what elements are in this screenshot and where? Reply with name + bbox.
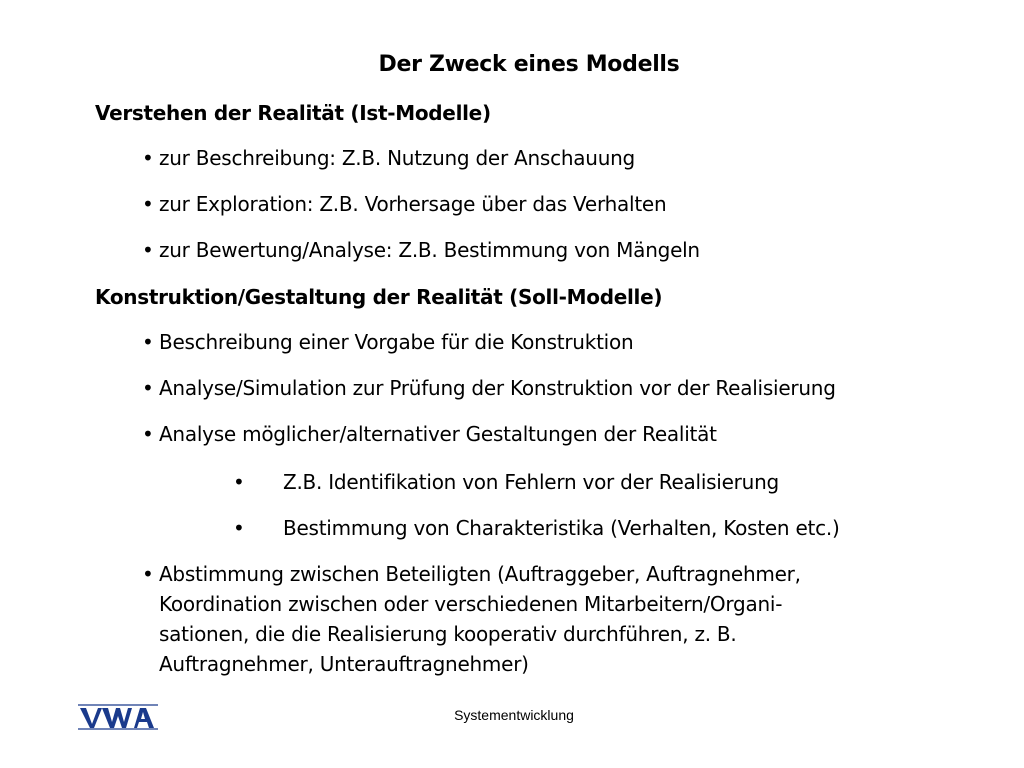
bullet-item bbox=[142, 235, 700, 265]
bullet-item-multiline bbox=[142, 559, 801, 679]
bullet-marker: • bbox=[142, 238, 154, 262]
bullet-line: Koordination zwischen oder verschiedenen Mitarbeitern/Organi- bbox=[159, 592, 783, 616]
bullet-line: sationen, die die Realisierung kooperativ durchführen, z. B. bbox=[159, 622, 737, 646]
bullet-marker: • bbox=[142, 376, 154, 400]
bullet-marker: • bbox=[233, 516, 245, 540]
bullet-text: zur Exploration: Z.B. Vorhersage über das Verhalten bbox=[159, 192, 667, 216]
bullet-item bbox=[142, 143, 635, 173]
bullet-item bbox=[142, 327, 633, 357]
slide-title: Der Zweck eines Modells bbox=[378, 52, 680, 77]
bullet-text: zur Beschreibung: Z.B. Nutzung der Anschauung bbox=[159, 146, 635, 170]
bullet-marker: • bbox=[233, 470, 245, 494]
bullet-marker: • bbox=[142, 146, 154, 170]
bullet-text bbox=[159, 559, 801, 679]
bullet-item bbox=[142, 189, 666, 219]
bullet-line: Auftragnehmer, Unterauftragnehmer) bbox=[159, 652, 529, 676]
sub-bullet-text: Z.B. Identifikation von Fehlern vor der Realisierung bbox=[283, 470, 779, 494]
section-heading-soll-modelle: Konstruktion/Gestaltung der Realität (Soll-Modelle) bbox=[95, 285, 663, 309]
section-heading-ist-modelle: Verstehen der Realität (Ist-Modelle) bbox=[95, 101, 491, 125]
bullet-marker: • bbox=[142, 330, 154, 354]
footer-title: Systementwicklung bbox=[454, 707, 574, 723]
sub-bullet-item bbox=[233, 470, 779, 494]
sub-bullet-text: Bestimmung von Charakteristika (Verhalten, Kosten etc.) bbox=[283, 516, 840, 540]
bullet-marker: • bbox=[142, 192, 154, 216]
bullet-text: Analyse/Simulation zur Prüfung der Konstruktion vor der Realisierung bbox=[159, 376, 836, 400]
bullet-marker: • bbox=[142, 562, 154, 586]
bullet-text: Analyse möglicher/alternativer Gestaltungen der Realität bbox=[159, 422, 717, 446]
bullet-item bbox=[142, 373, 836, 403]
sub-bullet-item bbox=[233, 516, 840, 540]
bullet-line: Abstimmung zwischen Beteiligten (Auftraggeber, Auftragnehmer, bbox=[159, 562, 801, 586]
bullet-text: Beschreibung einer Vorgabe für die Konstruktion bbox=[159, 330, 634, 354]
bullet-text: zur Bewertung/Analyse: Z.B. Bestimmung von Mängeln bbox=[159, 238, 700, 262]
bullet-marker: • bbox=[142, 422, 154, 446]
bullet-item bbox=[142, 419, 717, 449]
